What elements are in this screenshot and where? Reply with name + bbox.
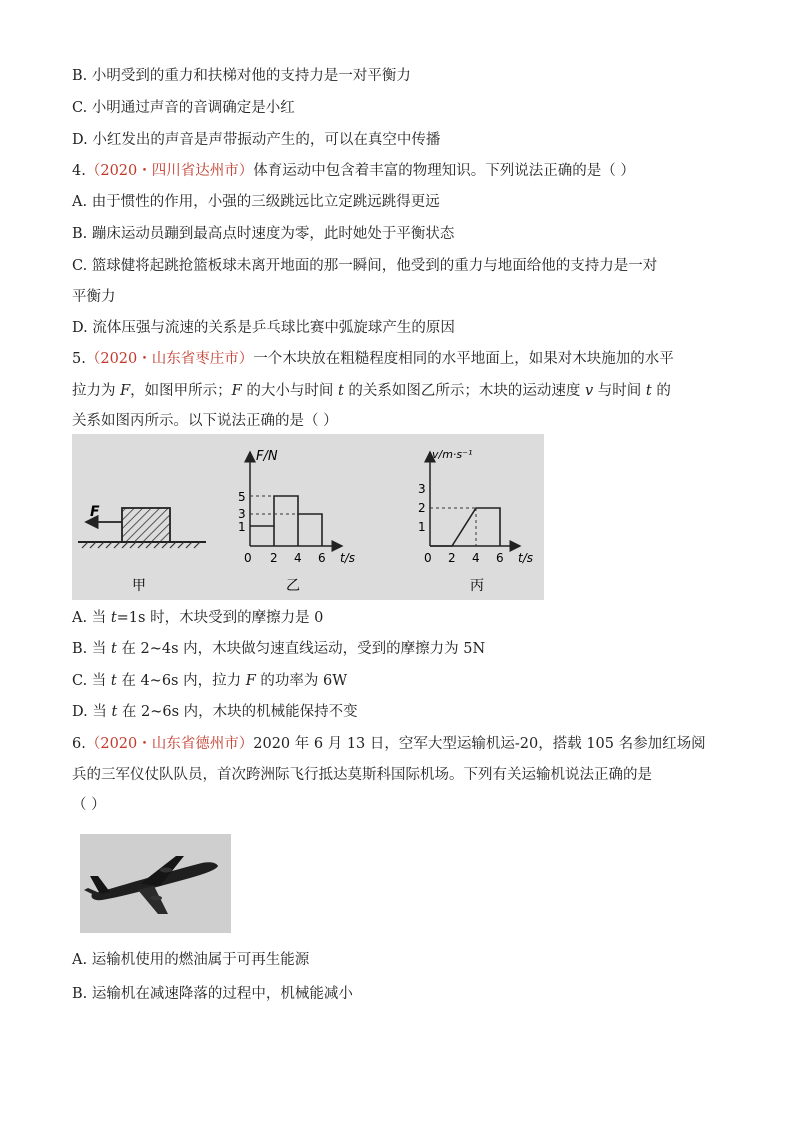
q5-b-text: B. 当 xyxy=(72,641,111,657)
yi-tick-x4: 4 xyxy=(294,551,302,565)
q5-d-var: t xyxy=(111,704,118,720)
q5-stem2-part: 的大小与时间 xyxy=(241,383,338,399)
q5-figure xyxy=(72,434,544,600)
yi-tick-1: 1 xyxy=(238,520,246,534)
q5-b-var: t xyxy=(110,641,117,657)
caption-bing: 丙 xyxy=(470,578,484,594)
q5-stem-line1 xyxy=(72,349,674,369)
q5-c-var: F xyxy=(245,673,256,689)
transport-plane-photo xyxy=(80,834,231,933)
bing-guides xyxy=(430,508,476,546)
figure-yi xyxy=(238,449,355,594)
q5-number: 5. xyxy=(72,351,86,367)
q6-option-a: A. 运输机使用的燃油属于可再生能源 xyxy=(72,952,310,968)
q5-c-var: t xyxy=(110,673,117,689)
yi-tick-x2: 2 xyxy=(270,551,278,565)
q4-option-c-line2: 平衡力 xyxy=(72,289,116,305)
q6-stem-line2: 兵的三军仪仗队队员，首次跨洲际飞行抵达莫斯科国际机场。下列有关运输机说法正确的是 xyxy=(72,767,652,783)
q5-option-b xyxy=(72,639,485,659)
wooden-block xyxy=(122,508,170,542)
q6-number: 6. xyxy=(72,736,86,752)
q5-d-text: D. 当 xyxy=(72,704,112,720)
q5-stem-line3: 关系如图丙所示。以下说法正确的是（ ） xyxy=(72,413,338,429)
bing-tick-x4: 4 xyxy=(472,551,480,565)
q4-source: （2020・四川省达州市） xyxy=(85,163,254,179)
bing-tick-x2: 2 xyxy=(448,551,456,565)
q4-option-d: D. 流体压强与流速的关系是乒乓球比赛中弧旋球产生的原因 xyxy=(72,320,455,336)
q6-stem-line3: （ ） xyxy=(72,797,106,813)
caption-yi: 乙 xyxy=(286,578,300,594)
q5-stem-line2 xyxy=(72,381,671,401)
plane-icon xyxy=(80,834,231,933)
q5-c-text: C. 当 xyxy=(72,673,111,689)
q5-source: （2020・山东省枣庄市） xyxy=(85,351,254,367)
q5-c-text: 在 4~6s 内，拉力 xyxy=(116,673,246,689)
force-label: F xyxy=(90,504,100,520)
q5-option-c xyxy=(72,671,347,691)
q6-source: （2020・山东省德州市） xyxy=(85,736,254,752)
q6-stem-text1: 2020 年 6 月 13 日，空军大型运输机运-20，搭载 105 名参加红场阅 xyxy=(253,736,706,752)
q5-a-text: A. 当 xyxy=(72,610,111,626)
q5-d-text: 在 2~6s 内，木块的机械能保持不变 xyxy=(117,704,358,720)
q5-option-d xyxy=(72,702,358,722)
q4-number: 4. xyxy=(72,163,86,179)
yi-tick-x6: 6 xyxy=(318,551,326,565)
q5-stem-text1: 一个木块放在粗糙程度相同的水平地面上，如果对木块施加的水平 xyxy=(253,351,674,367)
bing-tick-1: 1 xyxy=(418,520,426,534)
yi-tick-5: 5 xyxy=(238,490,246,504)
yi-y-label: F/N xyxy=(256,449,278,464)
q3-option-b: B. 小明受到的重力和扶梯对他的支持力是一对平衡力 xyxy=(72,68,411,84)
q5-var-f: F xyxy=(231,383,242,399)
q5-stem2-part: 的关系如图乙所示；木块的运动速度 xyxy=(343,383,585,399)
q5-a-var: t xyxy=(110,610,117,626)
figure-jia xyxy=(78,504,206,594)
q4-option-c-line1: C. 篮球健将起跳抢篮板球未离开地面的那一瞬间，他受到的重力与地面给他的支持力是一对 xyxy=(72,258,658,274)
q5-stem2-part: 的 xyxy=(651,383,671,399)
q5-a-text: =1s 时，木块受到的摩擦力是 0 xyxy=(116,610,324,626)
q5-b-text: 在 2~4s 内，木块做匀速直线运动，受到的摩擦力为 5N xyxy=(116,641,486,657)
bing-y-label: v/m·s⁻¹ xyxy=(432,448,473,461)
bing-tick-2: 2 xyxy=(418,501,426,515)
q5-var-v: v xyxy=(585,383,594,399)
q5-option-a xyxy=(72,608,323,628)
q6-option-b: B. 运输机在减速降落的过程中，机械能减小 xyxy=(72,986,353,1002)
yi-x-label: t/s xyxy=(340,551,355,565)
bing-x-label: t/s xyxy=(518,551,533,565)
bing-velocity-curve xyxy=(430,508,500,546)
figure-bing xyxy=(418,448,533,594)
q5-c-text: 的功率为 6W xyxy=(255,673,348,689)
q4-option-a: A. 由于惯性的作用，小强的三级跳远比立定跳远跳得更远 xyxy=(72,194,440,210)
q5-stem2-part: 拉力为 xyxy=(72,383,121,399)
q3-option-d: D. 小红发出的声音是声带振动产生的，可以在真空中传播 xyxy=(72,132,441,148)
q4-stem-text: 体育运动中包含着丰富的物理知识。下列说法正确的是（ ） xyxy=(253,163,635,179)
bing-tick-x0: 0 xyxy=(424,551,432,565)
q5-var-t: t xyxy=(337,383,344,399)
q4-stem xyxy=(72,161,635,181)
bing-tick-3: 3 xyxy=(418,482,426,496)
yi-tick-3: 3 xyxy=(238,507,246,521)
q5-var-f: F xyxy=(120,383,131,399)
q3-option-c: C. 小明通过声音的音调确定是小红 xyxy=(72,100,295,116)
q6-stem-line1 xyxy=(72,734,706,754)
bing-tick-x6: 6 xyxy=(496,551,504,565)
q4-option-b: B. 蹦床运动员蹦到最高点时速度为零，此时她处于平衡状态 xyxy=(72,226,455,242)
q5-stem2-part: 与时间 xyxy=(593,383,646,399)
yi-tick-x0: 0 xyxy=(244,551,252,565)
caption-jia: 甲 xyxy=(132,578,146,594)
q5-stem2-part: ，如图甲所示； xyxy=(130,383,232,399)
yi-force-curve xyxy=(250,496,322,546)
q5-figure-svg xyxy=(72,434,544,600)
q5-var-t: t xyxy=(645,383,652,399)
